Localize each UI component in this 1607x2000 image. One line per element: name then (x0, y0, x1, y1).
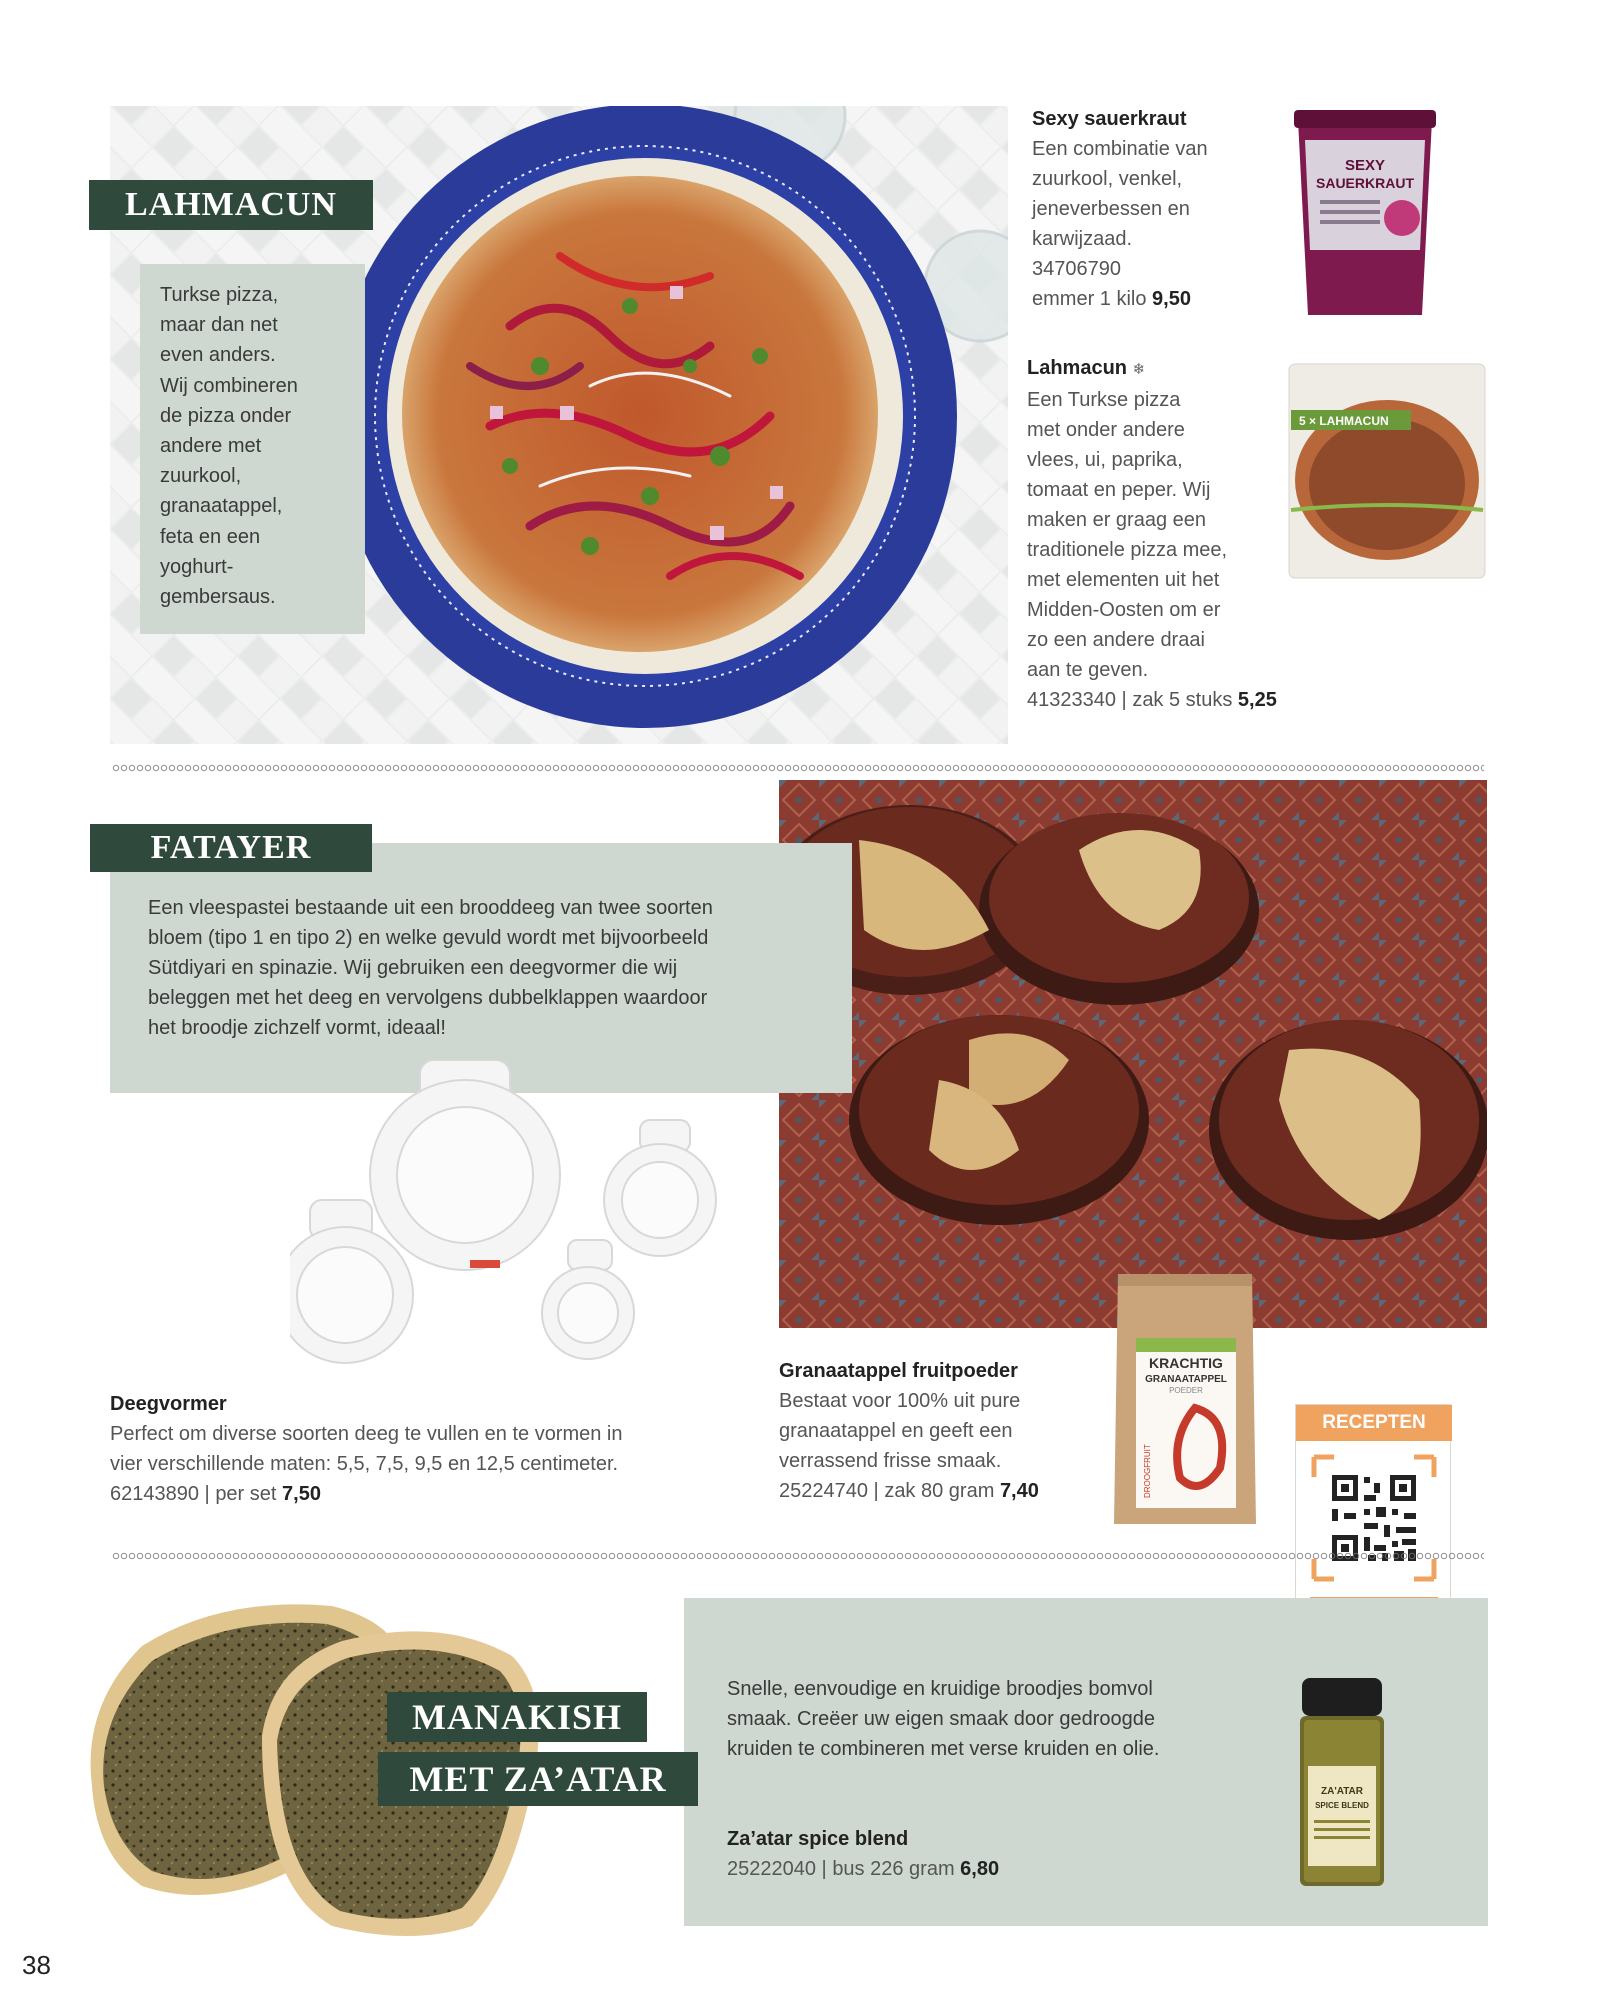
product-unit: zak 5 stuks (1132, 689, 1233, 711)
lahmacun-title (89, 180, 373, 230)
product-desc-line: maken er graag een (1027, 509, 1207, 531)
fatayer-title-text: FATAYER (150, 829, 312, 866)
product-name: Sexy sauerkraut (1032, 108, 1187, 130)
product-desc-line: zo een andere draai (1027, 629, 1205, 651)
section-divider (112, 764, 1484, 772)
product-unit-price (1032, 284, 1262, 314)
fatayer-intro-line: Een vleespastei bestaande uit een brooddeeg van twee soorten (148, 897, 713, 919)
product-desc-line: tomaat en peper. Wij (1027, 479, 1211, 501)
product-code: 25224740 (779, 1480, 868, 1502)
fatayer-photo (779, 780, 1487, 1328)
product-unit: bus 226 gram (832, 1858, 955, 1880)
product-granaatappel (779, 1356, 1069, 1506)
product-deegvormer (110, 1389, 730, 1509)
product-desc-line: karwijzaad. (1032, 228, 1133, 250)
fatayer-intro-line: bloem (tipo 1 en tipo 2) en welke gevuld wordt met bijvoorbeeld (148, 927, 709, 949)
sauerkraut-tub-illustration (1290, 100, 1440, 325)
product-code-unit-price (110, 1479, 730, 1509)
product-price: 6,80 (960, 1858, 1000, 1880)
zaatar-jar-image (1294, 1676, 1390, 1890)
qr-code-icon[interactable] (1310, 1453, 1438, 1583)
sauerkraut-label-line: SAUERKRAUT (1316, 175, 1414, 191)
lahmacun-intro-text (160, 280, 360, 612)
product-desc-line: vier verschillende maten: 5,5, 7,5, 9,5 en 12,5 centimeter. (110, 1453, 619, 1475)
fatayer-photo-illustration (779, 780, 1487, 1328)
product-lahmacun (1027, 353, 1277, 715)
product-desc-line: met onder andere (1027, 419, 1185, 441)
product-unit: per set (215, 1483, 277, 1505)
lahmacun-intro-line: andere met (160, 435, 262, 458)
lahmacun-intro-line: Turkse pizza, (160, 284, 279, 306)
product-code-unit-price (1027, 685, 1277, 715)
product-name-row (1027, 353, 1277, 385)
lahmacun-intro-line: yoghurt- (160, 555, 234, 578)
product-desc-line: granaatappel en geeft een (779, 1420, 1013, 1442)
product-price: 5,25 (1237, 689, 1277, 711)
product-desc-line: Midden-Oosten om er (1027, 599, 1221, 621)
product-name: Granaatappel fruitpoeder (779, 1360, 1018, 1382)
product-unit: zak 80 gram (884, 1480, 995, 1502)
separator: | (204, 1483, 210, 1505)
lahmacun-intro-line: feta en een (160, 525, 261, 548)
granaatappel-pouch-image (1110, 1268, 1260, 1530)
granaatappel-label-line: POEDER (1169, 1386, 1203, 1395)
lahmacun-intro-line: even anders. (160, 344, 276, 367)
manakish-title-line2 (378, 1752, 698, 1806)
product-desc-line: aan te geven. (1027, 659, 1149, 681)
fatayer-intro-line: Sütdiyari en spinazie. Wij gebruiken een deegvormer die wij (148, 957, 678, 979)
product-zaatar (727, 1824, 1127, 1884)
product-desc-line: jeneverbessen en (1032, 198, 1190, 220)
fatayer-intro-line: het broodje zichzelf vormt, ideaal! (148, 1017, 446, 1039)
lahmacun-intro-line: de pizza onder (160, 404, 292, 427)
sauerkraut-label-line: SEXY (1344, 157, 1386, 174)
lahmacun-intro-line: maar dan net (160, 314, 278, 337)
section-divider (112, 1552, 1484, 1560)
manakish-title-text: MET ZA’ATAR (409, 1759, 667, 1799)
lahmacun-intro-line: granaatappel, (160, 495, 283, 518)
product-sauerkraut (1032, 104, 1262, 314)
manakish-title-line1 (387, 1692, 647, 1742)
fatayer-intro-line: beleggen met het deeg en vervolgens dubbelklappen waardoor (148, 987, 708, 1009)
lahmacun-intro-line: zuurkool, (160, 465, 242, 488)
zaatar-label-line: ZA'ATAR (1321, 1786, 1363, 1797)
product-unit: emmer 1 kilo (1032, 288, 1147, 310)
manakish-intro-line: kruiden te combineren met verse kruiden en olie. (727, 1738, 1160, 1760)
product-name: Za’atar spice blend (727, 1828, 909, 1850)
separator: | (1121, 689, 1127, 711)
separator: | (821, 1858, 827, 1880)
product-desc-line: Een Turkse pizza (1027, 389, 1181, 411)
product-code-unit-price (779, 1476, 1069, 1506)
lahmacun-title-text: LAHMACUN (125, 186, 337, 223)
product-code: 25222040 (727, 1858, 816, 1880)
product-desc-line: Een combinatie van (1032, 138, 1208, 160)
product-price: 7,40 (999, 1480, 1039, 1502)
lahmacun-intro-line: gembersaus. (160, 586, 276, 609)
fatayer-title (90, 824, 372, 872)
lahmacun-pack-label: 5 × LAHMACUN (1299, 414, 1389, 428)
deegvormer-image (290, 1060, 720, 1370)
fatayer-intro-text (148, 893, 838, 1043)
product-desc-line: Bestaat voor 100% uit pure (779, 1390, 1021, 1412)
manakish-title-text: MANAKISH (411, 1697, 622, 1737)
granaatappel-label-line: GRANAATAPPEL (1145, 1374, 1227, 1385)
page-number: 38 (22, 1950, 51, 1980)
granaatappel-label-line: KRACHTIG (1149, 1355, 1223, 1371)
qr-code-graphic (1310, 1453, 1438, 1583)
product-name: Deegvormer (110, 1393, 227, 1415)
product-desc-line: Perfect om diverse soorten deeg te vullen en te vormen in (110, 1423, 623, 1445)
product-desc-line: zuurkool, venkel, (1032, 168, 1183, 190)
product-code-unit-price (727, 1854, 1127, 1884)
product-desc-line: met elementen uit het (1027, 569, 1220, 591)
lahmacun-pack-illustration (1287, 360, 1487, 582)
product-price: 9,50 (1152, 288, 1191, 310)
zaatar-label-line: SPICE BLEND (1315, 1801, 1369, 1810)
zaatar-jar-illustration (1294, 1676, 1390, 1890)
manakish-intro-line: smaak. Creëer uw eigen smaak door gedroogde (727, 1708, 1156, 1730)
product-code: 62143890 (110, 1483, 199, 1505)
snowflake-icon: ❄ (1132, 361, 1146, 378)
granaatappel-brand: DROOGFRUIT (1143, 1444, 1152, 1498)
product-desc-line: vlees, ui, paprika, (1027, 449, 1183, 471)
recepten-header: RECEPTEN (1296, 1405, 1452, 1441)
product-name: Lahmacun (1027, 357, 1128, 379)
product-code: 34706790 (1032, 258, 1121, 280)
deegvormer-illustration (290, 1060, 720, 1370)
manakish-intro-line: Snelle, eenvoudige en kruidige broodjes bomvol (727, 1678, 1153, 1700)
lahmacun-pack-image (1287, 360, 1487, 582)
lahmacun-intro-line: Wij combineren (160, 374, 298, 397)
separator: | (873, 1480, 879, 1502)
manakish-intro-text (727, 1674, 1267, 1764)
product-code: 41323340 (1027, 689, 1116, 711)
sauerkraut-tub-image (1290, 100, 1440, 325)
product-desc-line: traditionele pizza mee, (1027, 539, 1228, 561)
product-desc-line: verrassend frisse smaak. (779, 1450, 1002, 1472)
granaatappel-pouch-illustration (1110, 1268, 1260, 1530)
product-price: 7,50 (282, 1483, 321, 1505)
